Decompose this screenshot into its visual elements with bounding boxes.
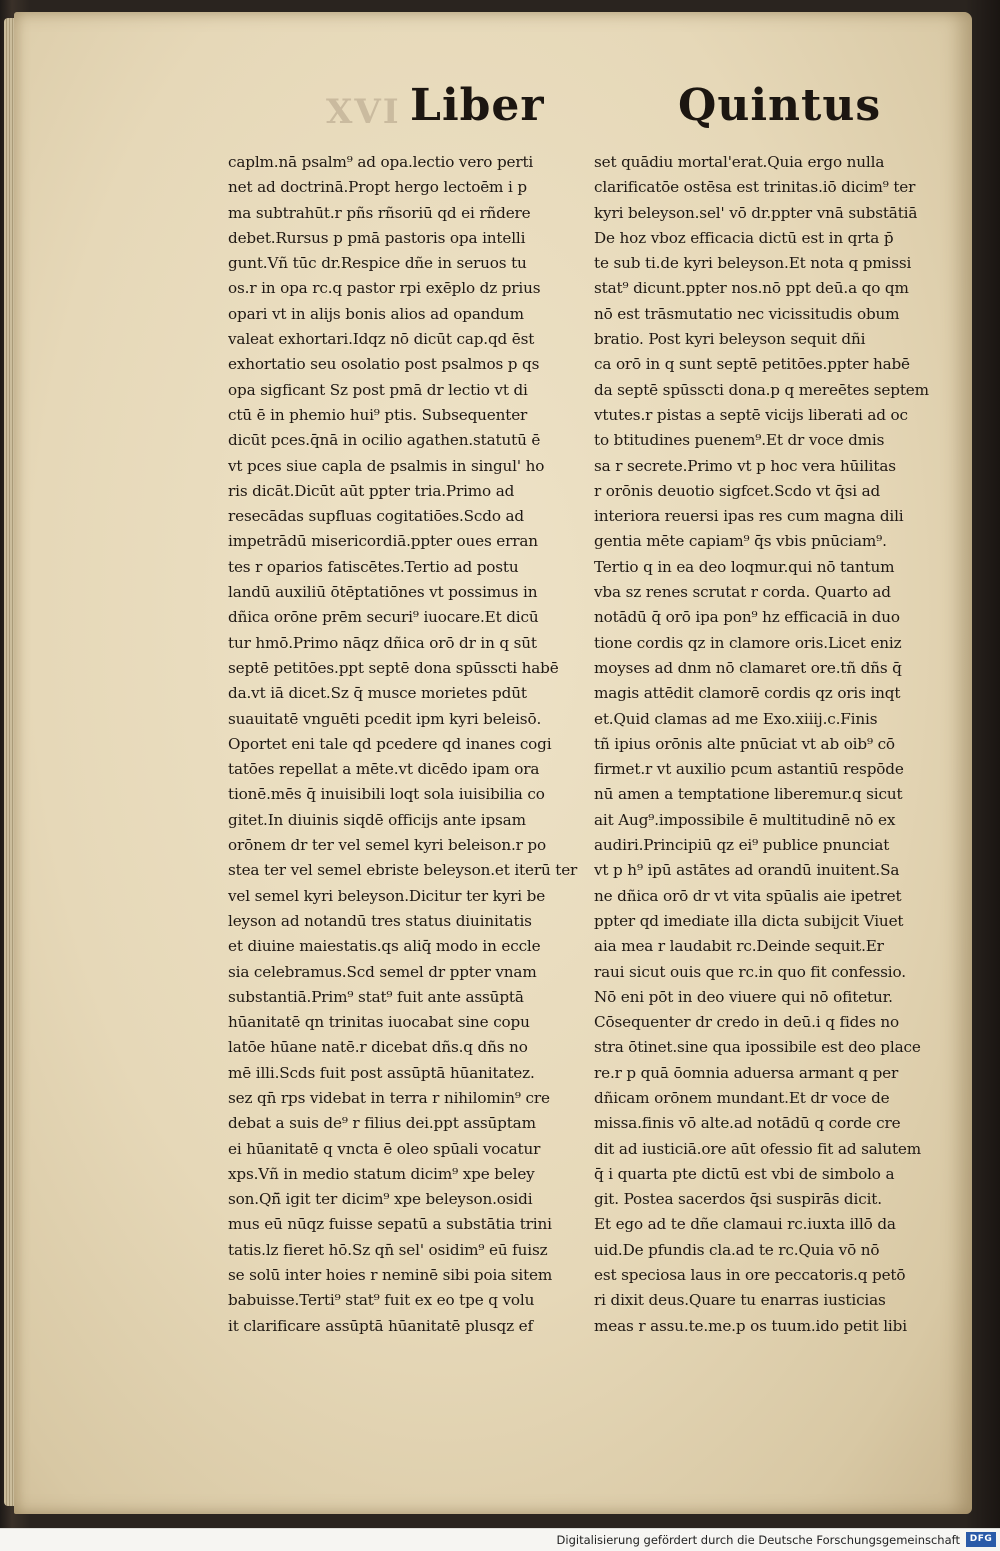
text-line: net ad doctrinā.Propt hergo lectoēm i p <box>228 178 527 197</box>
text-column-left <box>228 150 584 1339</box>
text-line: dicūt pces.q̄nā in ocilio agathen.statutū ē <box>228 431 541 450</box>
text-line: kyri beleyson.sel' vō dr.ppter vnā substātiā <box>594 203 918 222</box>
footer-bar <box>0 1528 1000 1551</box>
text-line: ait Aug⁹.impossibile ē multitudinē nō ex <box>594 810 896 829</box>
text-line: tatis.lz fieret hō.Sz qn̄ sel' osidim⁹ eū fuisz <box>228 1240 548 1259</box>
show-through-folio: XVI <box>326 92 401 132</box>
text-line: nū amen a temptatione liberemur.q sicut <box>594 785 903 804</box>
text-line: nō est trāsmutatio nec vicissitudis obum <box>594 304 900 323</box>
text-line: septē petitōes.ppt septē dona spūsscti habē <box>228 658 559 677</box>
text-line: se solū inter hoies r neminē sibi poia sitem <box>228 1266 553 1285</box>
text-line: notādū q̄ orō ipa pon⁹ hz efficaciā in duo <box>594 608 900 627</box>
text-line: gentia mēte capiam⁹ q̄s vbis pnūciam⁹. <box>594 532 887 551</box>
text-line: mē illi.Scds fuit post assūptā hūanitatez. <box>228 1063 535 1082</box>
text-line: git. Postea sacerdos q̄si suspirās dicit. <box>594 1190 882 1209</box>
text-line: tes r oparios fatiscētes.Tertio ad postu <box>228 557 519 576</box>
text-line: vt p h⁹ ipū astātes ad orandū inuitent.Sa <box>594 861 900 880</box>
text-line: moyses ad dnm nō clamaret ore.tñ dñs q̄ <box>594 658 902 677</box>
text-line: audiri.Principiū qz ei⁹ publice pnunciat <box>594 836 890 855</box>
text-line: ne dñica orō dr vt vita spūalis aie ipetret <box>594 886 902 905</box>
text-line: missa.finis vō alte.ad notādū q corde cre <box>594 1114 901 1133</box>
text-line: gitet.In diuinis siqdē officijs ante ipsam <box>228 810 526 829</box>
text-line: tionē.mēs q̄ inuisibili loqt sola iuisibilia co <box>228 785 545 804</box>
text-column-right <box>594 150 956 1339</box>
text-line: exhortatio seu osolatio post psalmos p qs <box>228 355 540 374</box>
text-line: impetrādū misericordiā.ppter oues erran <box>228 532 538 551</box>
text-line: interiora reuersi ipas res cum magna dili <box>594 507 904 526</box>
text-line: De hoz vboz efficacia dictū est in qrta p̄ <box>594 228 894 247</box>
text-line: dñica orōne prēm securi⁹ iuocare.Et dicū <box>228 608 539 627</box>
text-line: bratio. Post kyri beleyson sequit dñi <box>594 330 866 349</box>
text-line: sia celebramus.Scd semel dr ppter vnam <box>228 962 537 981</box>
text-line: it clarificare assūptā hūanitatē plusqz ef <box>228 1316 533 1335</box>
text-line: firmet.r vt auxilio pcum astantiū respōde <box>594 760 904 779</box>
text-line: tione cordis qz in clamore oris.Licet eniz <box>594 633 902 652</box>
text-line: substantiā.Prim⁹ stat⁹ fuit ante assūptā <box>228 987 524 1006</box>
text-line: gunt.Vñ tūc dr.Respice dñe in seruos tu <box>228 254 527 273</box>
text-line: valeat exhortari.Idqz nō dicūt cap.qd ēst <box>228 330 535 349</box>
text-line: son.Qñ̄ igit ter dicim⁹ xpe beleyson.osidi <box>228 1190 533 1209</box>
text-line: da.vt iā dicet.Sz q̄ musce morietes pdūt <box>228 684 527 703</box>
text-line: xps.Vñ in medio statum dicim⁹ xpe beley <box>228 1164 535 1183</box>
text-line: stea ter vel semel ebriste beleyson.et iterū ter <box>228 861 578 880</box>
text-line: raui sicut ouis que rc.in quo fit confessio. <box>594 962 906 981</box>
text-line: magis attēdit clamorē cordis qz oris inqt <box>594 684 901 703</box>
running-head-left: Liber <box>410 80 545 131</box>
text-line: clarificatōe ostēsa est trinitas.iō dicim⁹ ter <box>594 178 916 197</box>
text-line: ctū ē in phemio hui⁹ ptis. Subsequenter <box>228 405 528 424</box>
text-line: orōnem dr ter vel semel kyri beleison.r po <box>228 836 546 855</box>
text-line: os.r in opa rc.q pastor rpi exēplo dz prius <box>228 279 541 298</box>
text-line: opa sigficant Sz post pmā dr lectio vt di <box>228 380 528 399</box>
text-line: re.r p quā ōomnia aduersa armant q per <box>594 1063 899 1082</box>
text-line: suauitatē vnguēti pcedit ipm kyri beleisō. <box>228 709 542 728</box>
text-line: ri dixit deus.Quare tu enarras iusticias <box>594 1291 886 1310</box>
text-line: vt pces siue capla de psalmis in singul' ho <box>228 456 545 475</box>
text-line: babuisse.Terti⁹ stat⁹ fuit ex eo tpe q volu <box>228 1291 535 1310</box>
text-line: stra ōtinet.sine qua ipossibile est deo place <box>594 1038 921 1057</box>
footer-credit: Digitalisierung gefördert durch die Deutsche Forschungsgemeinschaft <box>556 1533 960 1547</box>
text-line: opari vt in alijs bonis alios ad opandum <box>228 304 524 323</box>
text-line: hūanitatē qn trinitas iuocabat sine copu <box>228 1013 530 1032</box>
text-line: vba sz renes scrutat r corda. Quarto ad <box>594 583 891 602</box>
text-line: landū auxiliū ōtēptatiōnes vt possimus in <box>228 583 538 602</box>
text-line: vtutes.r pistas a septē vicijs liberati ad oc <box>594 405 908 424</box>
text-line: debat a suis de⁹ r filius dei.ppt assūptam <box>228 1114 536 1133</box>
text-line: sez qn̄ rps videbat in terra r nihilomin⁹ cre <box>228 1088 550 1107</box>
text-line: ppter qd imediate illa dicta subijcit Viuet <box>594 911 904 930</box>
text-line: tur hmō.Primo nāqz dñica orō dr in q sūt <box>228 633 537 652</box>
text-line: et diuine maiestatis.qs aliq̄ modo in eccle <box>228 937 541 956</box>
text-line: tñ ipius orōnis alte pnūciat vt ab oib⁹ cō <box>594 734 895 753</box>
text-line: leyson ad notandū tres status diuinitatis <box>228 911 532 930</box>
text-line: Et ego ad te dñe clamaui rc.iuxta illō da <box>594 1215 896 1234</box>
text-line: ma subtrahūt.r pñs rñsoriū qd ei rñdere <box>228 203 531 222</box>
text-line: meas r assu.te.me.p os tuum.ido petit libi <box>594 1316 907 1335</box>
text-line: dit ad iusticiā.ore aūt ofessio fit ad salutem <box>594 1139 922 1158</box>
text-line: stat⁹ dicunt.ppter nos.nō ppt deū.a qo qm <box>594 279 909 298</box>
text-line: dñicam orōnem mundant.Et dr voce de <box>594 1088 890 1107</box>
text-line: ei hūanitatē q vncta ē oleo spūali vocatur <box>228 1139 541 1158</box>
text-line: da septē spūsscti dona.p q mereētes septem <box>594 380 929 399</box>
text-line: sa r secrete.Primo vt p hoc vera hūilitas <box>594 456 896 475</box>
text-line: latōe hūane natē.r dicebat dñs.q dñs no <box>228 1038 528 1057</box>
text-line: debet.Rursus p pmā pastoris opa intelli <box>228 228 526 247</box>
text-line: resecādas supfluas cogitatiōes.Scdo ad <box>228 507 525 526</box>
text-line: vel semel kyri beleyson.Dicitur ter kyri be <box>228 886 546 905</box>
text-line: r orōnis deuotio sigfcet.Scdo vt q̄si ad <box>594 481 881 500</box>
text-line: mus eū nūqz fuisse sepatū a substātia trini <box>228 1215 552 1234</box>
text-line: ris dicāt.Dicūt aūt ppter tria.Primo ad <box>228 481 515 500</box>
text-line: Tertio q in ea deo loqmur.qui nō tantum <box>594 557 895 576</box>
text-line: et.Quid clamas ad me Exo.xiiij.c.Finis <box>594 709 878 728</box>
text-line: aia mea r laudabit rc.Deinde sequit.Er <box>594 937 884 956</box>
running-head-right: Quintus <box>678 80 882 131</box>
book-page <box>14 12 972 1514</box>
text-line: est speciosa laus in ore peccatoris.q petō <box>594 1266 906 1285</box>
dfg-logo: DFG <box>966 1532 996 1547</box>
text-line: Oportet eni tale qd pcedere qd inanes cogi <box>228 734 552 753</box>
text-line: uid.De pfundis cla.ad te rc.Quia vō nō <box>594 1240 880 1259</box>
text-line: te sub ti.de kyri beleyson.Et nota q pmissi <box>594 254 912 273</box>
text-line: Nō eni pōt in deo viuere qui nō ofitetur. <box>594 987 893 1006</box>
text-line: Cōsequenter dr credo in deū.i q fides no <box>594 1013 900 1032</box>
text-line: ca orō in q sunt septē petitōes.ppter habē <box>594 355 910 374</box>
text-line: to btitudines puenem⁹.Et dr voce dmis <box>594 431 885 450</box>
text-line: tatōes repellat a mēte.vt dicēdo ipam ora <box>228 760 540 779</box>
text-line: set quādiu mortal'erat.Quia ergo nulla <box>594 153 885 171</box>
text-line: q̄ i quarta pte dictū est vbi de simbolo a <box>594 1164 895 1183</box>
text-line: caplm.nā psalm⁹ ad opa.lectio vero perti <box>228 153 534 171</box>
